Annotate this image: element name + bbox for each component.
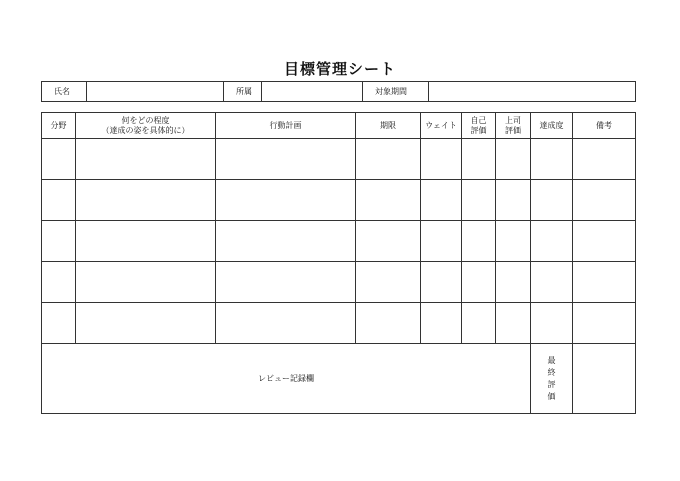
cell-remarks[interactable]	[573, 180, 636, 221]
cell-category[interactable]	[42, 180, 76, 221]
final-eval-label	[531, 344, 573, 414]
cell-deadline[interactable]	[356, 262, 421, 303]
final-eval-char: 終	[547, 367, 556, 377]
cell-self-eval[interactable]	[462, 180, 496, 221]
cell-self-eval[interactable]	[462, 139, 496, 180]
table-row	[42, 180, 636, 221]
info-table	[41, 81, 636, 102]
cell-boss-eval[interactable]	[496, 139, 531, 180]
header-self-eval-line2: 評価	[470, 125, 487, 135]
cell-action-plan[interactable]	[216, 221, 356, 262]
final-eval-char: 最	[547, 355, 556, 365]
header-what-line1: 何をどの程度	[121, 115, 170, 125]
header-remarks: 備考	[573, 113, 636, 139]
cell-achievement[interactable]	[531, 180, 573, 221]
dept-field[interactable]	[262, 82, 363, 102]
cell-boss-eval[interactable]	[496, 221, 531, 262]
cell-action-plan[interactable]	[216, 262, 356, 303]
final-eval-vertical-text	[547, 355, 557, 403]
header-achievement: 達成度	[531, 113, 573, 139]
cell-weight[interactable]	[421, 180, 462, 221]
header-what-line2: （達成の姿を具体的に）	[101, 125, 190, 135]
cell-action-plan[interactable]	[216, 139, 356, 180]
cell-category[interactable]	[42, 303, 76, 344]
cell-deadline[interactable]	[356, 180, 421, 221]
cell-achievement[interactable]	[531, 139, 573, 180]
cell-category[interactable]	[42, 262, 76, 303]
cell-what[interactable]	[76, 139, 216, 180]
header-deadline: 期限	[356, 113, 421, 139]
cell-action-plan[interactable]	[216, 180, 356, 221]
table-row	[42, 262, 636, 303]
header-row	[42, 113, 636, 139]
cell-what[interactable]	[76, 303, 216, 344]
goal-table	[41, 112, 636, 414]
cell-weight[interactable]	[421, 303, 462, 344]
cell-achievement[interactable]	[531, 303, 573, 344]
cell-remarks[interactable]	[573, 262, 636, 303]
period-label: 対象期間	[363, 82, 429, 102]
cell-deadline[interactable]	[356, 221, 421, 262]
cell-weight[interactable]	[421, 262, 462, 303]
cell-action-plan[interactable]	[216, 303, 356, 344]
cell-boss-eval[interactable]	[496, 180, 531, 221]
dept-label: 所属	[224, 82, 262, 102]
name-label: 氏名	[42, 82, 87, 102]
final-eval-char: 評	[547, 379, 556, 389]
cell-boss-eval[interactable]	[496, 262, 531, 303]
header-boss-eval	[496, 113, 531, 139]
table-row	[42, 303, 636, 344]
cell-category[interactable]	[42, 221, 76, 262]
header-category: 分野	[42, 113, 76, 139]
name-field[interactable]	[87, 82, 224, 102]
cell-what[interactable]	[76, 180, 216, 221]
cell-remarks[interactable]	[573, 221, 636, 262]
cell-what[interactable]	[76, 221, 216, 262]
header-action-plan: 行動計画	[216, 113, 356, 139]
cell-remarks[interactable]	[573, 139, 636, 180]
cell-achievement[interactable]	[531, 262, 573, 303]
cell-boss-eval[interactable]	[496, 303, 531, 344]
table-row	[42, 221, 636, 262]
cell-remarks[interactable]	[573, 303, 636, 344]
sheet-title: 目標管理シート	[283, 60, 396, 78]
cell-deadline[interactable]	[356, 303, 421, 344]
cell-self-eval[interactable]	[462, 262, 496, 303]
table-row	[42, 139, 636, 180]
header-boss-eval-line1: 上司	[505, 115, 521, 125]
header-self-eval-line1: 自己	[470, 115, 487, 125]
period-field[interactable]	[429, 82, 636, 102]
header-self-eval	[462, 113, 496, 139]
cell-self-eval[interactable]	[462, 221, 496, 262]
review-record-area[interactable]	[42, 344, 531, 414]
cell-what[interactable]	[76, 262, 216, 303]
header-boss-eval-line2: 評価	[505, 125, 521, 135]
cell-self-eval[interactable]	[462, 303, 496, 344]
cell-achievement[interactable]	[531, 221, 573, 262]
review-row	[42, 344, 636, 414]
cell-deadline[interactable]	[356, 139, 421, 180]
header-what	[76, 113, 216, 139]
cell-weight[interactable]	[421, 221, 462, 262]
cell-category[interactable]	[42, 139, 76, 180]
header-weight: ウェイト	[421, 113, 462, 139]
final-eval-field[interactable]	[573, 344, 636, 414]
final-eval-char: 価	[547, 391, 556, 401]
cell-weight[interactable]	[421, 139, 462, 180]
review-label: レビュー記録欄	[258, 374, 314, 383]
